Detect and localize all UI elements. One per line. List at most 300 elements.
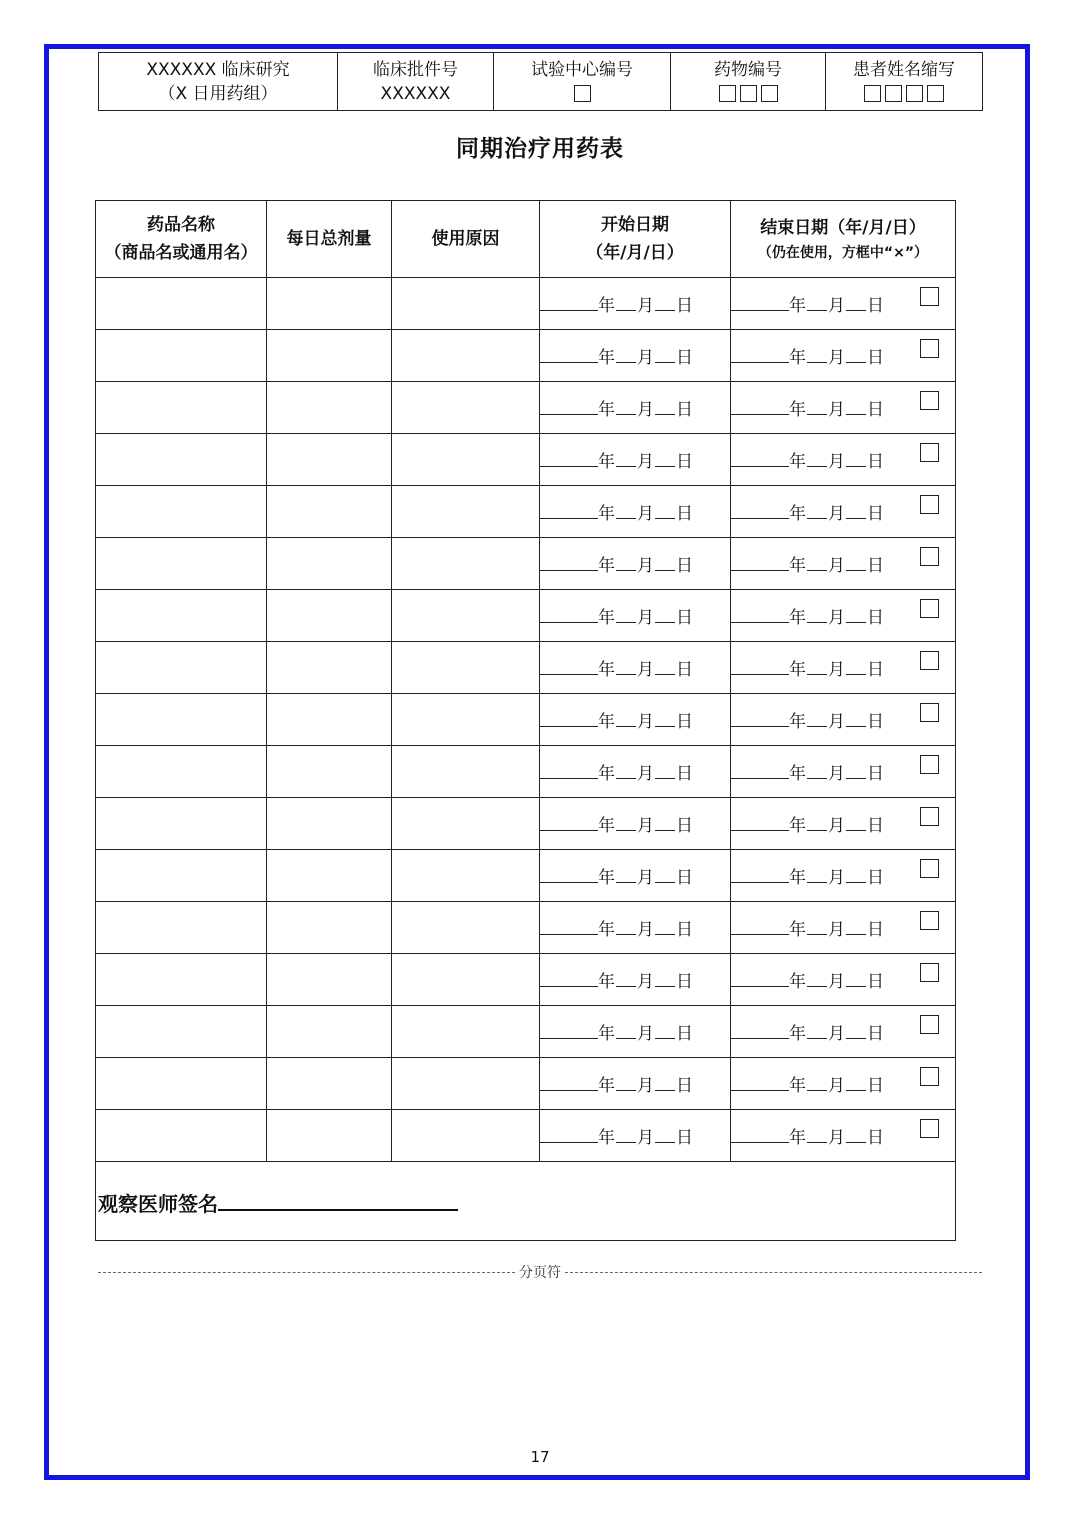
reason-cell[interactable] xyxy=(392,902,540,954)
end-day-blank[interactable] xyxy=(846,660,866,675)
reason-cell[interactable] xyxy=(392,1110,540,1162)
end-day-blank[interactable] xyxy=(846,868,866,883)
still-in-use-checkbox[interactable] xyxy=(920,339,939,358)
start-date-cell[interactable] xyxy=(540,1058,731,1110)
start-day-blank[interactable] xyxy=(655,1076,675,1091)
reason-cell[interactable] xyxy=(392,330,540,382)
drug-name-cell[interactable] xyxy=(96,590,267,642)
still-in-use-checkbox[interactable] xyxy=(920,911,939,930)
start-date-cell[interactable] xyxy=(540,486,731,538)
start-day-blank[interactable] xyxy=(655,608,675,623)
still-in-use-checkbox[interactable] xyxy=(920,859,939,878)
daily-dose-cell[interactable] xyxy=(267,694,392,746)
start-month-blank[interactable] xyxy=(616,348,636,363)
start-year-blank[interactable] xyxy=(540,972,598,987)
start-month-blank[interactable] xyxy=(616,452,636,467)
end-month-blank[interactable] xyxy=(807,920,827,935)
start-date-cell[interactable] xyxy=(540,902,731,954)
day-unit: 日 xyxy=(676,660,693,680)
year-unit: 年 xyxy=(598,608,615,628)
reason-cell[interactable] xyxy=(392,642,540,694)
still-in-use-checkbox[interactable] xyxy=(920,1067,939,1086)
start-year-blank[interactable] xyxy=(540,712,598,727)
start-month-blank[interactable] xyxy=(616,920,636,935)
day-unit: 日 xyxy=(676,1128,693,1148)
day-unit: 日 xyxy=(867,1024,884,1044)
start-year-blank[interactable] xyxy=(540,296,598,311)
start-year-blank[interactable] xyxy=(540,1024,598,1039)
drug-name-cell[interactable] xyxy=(96,278,267,330)
end-date-cell[interactable] xyxy=(731,538,956,590)
year-unit: 年 xyxy=(789,920,806,940)
month-unit: 月 xyxy=(828,1024,845,1044)
table-row xyxy=(96,902,956,954)
start-day-blank[interactable] xyxy=(655,764,675,779)
drug-name-cell[interactable] xyxy=(96,1058,267,1110)
end-month-blank[interactable] xyxy=(807,452,827,467)
table-row xyxy=(96,746,956,798)
still-in-use-checkbox[interactable] xyxy=(920,391,939,410)
patient-initials-label: 患者姓名缩写 xyxy=(853,59,955,80)
day-unit: 日 xyxy=(867,556,884,576)
day-unit: 日 xyxy=(676,712,693,732)
table-row xyxy=(96,1058,956,1110)
month-unit: 月 xyxy=(828,660,845,680)
drug-name-cell[interactable] xyxy=(96,954,267,1006)
end-month-blank[interactable] xyxy=(807,348,827,363)
start-day-blank[interactable] xyxy=(655,1128,675,1143)
end-date-cell[interactable] xyxy=(731,382,956,434)
start-date-cell[interactable] xyxy=(540,642,731,694)
reason-cell[interactable] xyxy=(392,954,540,1006)
start-year-blank[interactable] xyxy=(540,556,598,571)
end-day-blank[interactable] xyxy=(846,1076,866,1091)
start-month-blank[interactable] xyxy=(616,816,636,831)
year-unit: 年 xyxy=(598,1024,615,1044)
year-unit: 年 xyxy=(598,452,615,472)
daily-dose-cell[interactable] xyxy=(267,746,392,798)
drug-name-cell[interactable] xyxy=(96,434,267,486)
drug-name-cell[interactable] xyxy=(96,642,267,694)
start-day-blank[interactable] xyxy=(655,400,675,415)
end-year-blank[interactable] xyxy=(731,556,789,571)
signature-label: 观察医师签名 xyxy=(98,1192,218,1216)
year-unit: 年 xyxy=(598,296,615,316)
reason-cell[interactable] xyxy=(392,590,540,642)
daily-dose-cell[interactable] xyxy=(267,850,392,902)
start-month-blank[interactable] xyxy=(616,1128,636,1143)
still-in-use-checkbox[interactable] xyxy=(920,807,939,826)
year-unit: 年 xyxy=(789,1076,806,1096)
start-date-cell[interactable] xyxy=(540,746,731,798)
day-unit: 日 xyxy=(867,608,884,628)
month-unit: 月 xyxy=(828,348,845,368)
end-day-blank[interactable] xyxy=(846,712,866,727)
approval-cell xyxy=(338,53,494,111)
day-unit: 日 xyxy=(676,1076,693,1096)
daily-dose-cell[interactable] xyxy=(267,1110,392,1162)
end-year-blank[interactable] xyxy=(731,400,789,415)
start-month-blank[interactable] xyxy=(616,504,636,519)
patient-initials-boxes[interactable] xyxy=(826,82,982,106)
end-year-blank[interactable] xyxy=(731,816,789,831)
reason-cell[interactable] xyxy=(392,538,540,590)
reason-cell[interactable] xyxy=(392,746,540,798)
year-unit: 年 xyxy=(789,972,806,992)
start-day-blank[interactable] xyxy=(655,1024,675,1039)
end-month-blank[interactable] xyxy=(807,400,827,415)
day-unit: 日 xyxy=(867,348,884,368)
year-unit: 年 xyxy=(598,712,615,732)
start-date-cell[interactable] xyxy=(540,850,731,902)
start-day-blank[interactable] xyxy=(655,712,675,727)
daily-dose-cell[interactable] xyxy=(267,382,392,434)
start-day-blank[interactable] xyxy=(655,660,675,675)
start-date-cell[interactable] xyxy=(540,538,731,590)
day-unit: 日 xyxy=(676,868,693,888)
start-month-blank[interactable] xyxy=(616,764,636,779)
start-year-blank[interactable] xyxy=(540,764,598,779)
year-unit: 年 xyxy=(598,972,615,992)
start-date-cell[interactable] xyxy=(540,1110,731,1162)
end-date-cell[interactable] xyxy=(731,278,956,330)
drug-number-cell xyxy=(671,53,826,111)
reason-cell[interactable] xyxy=(392,434,540,486)
reason-cell[interactable] xyxy=(392,1006,540,1058)
still-in-use-checkbox[interactable] xyxy=(920,1119,939,1138)
start-date-cell[interactable] xyxy=(540,1006,731,1058)
year-unit: 年 xyxy=(789,816,806,836)
year-unit: 年 xyxy=(598,504,615,524)
end-month-blank[interactable] xyxy=(807,296,827,311)
start-month-blank[interactable] xyxy=(616,400,636,415)
month-unit: 月 xyxy=(637,348,654,368)
end-date-cell[interactable] xyxy=(731,1058,956,1110)
start-day-blank[interactable] xyxy=(655,868,675,883)
start-month-blank[interactable] xyxy=(616,660,636,675)
month-unit: 月 xyxy=(828,920,845,940)
day-unit: 日 xyxy=(867,712,884,732)
still-in-use-checkbox[interactable] xyxy=(920,599,939,618)
end-month-blank[interactable] xyxy=(807,868,827,883)
end-year-blank[interactable] xyxy=(731,296,789,311)
still-in-use-checkbox[interactable] xyxy=(920,443,939,462)
end-year-blank[interactable] xyxy=(731,764,789,779)
start-month-blank[interactable] xyxy=(616,868,636,883)
end-date-cell[interactable] xyxy=(731,434,956,486)
end-date-cell[interactable] xyxy=(731,642,956,694)
end-month-blank[interactable] xyxy=(807,712,827,727)
drug-name-cell[interactable] xyxy=(96,486,267,538)
month-unit: 月 xyxy=(637,1024,654,1044)
end-year-blank[interactable] xyxy=(731,868,789,883)
day-unit: 日 xyxy=(867,660,884,680)
start-year-blank[interactable] xyxy=(540,660,598,675)
end-year-blank[interactable] xyxy=(731,1024,789,1039)
year-unit: 年 xyxy=(789,1024,806,1044)
daily-dose-cell[interactable] xyxy=(267,538,392,590)
year-unit: 年 xyxy=(598,348,615,368)
start-year-blank[interactable] xyxy=(540,920,598,935)
month-unit: 月 xyxy=(828,712,845,732)
end-month-blank[interactable] xyxy=(807,764,827,779)
start-year-blank[interactable] xyxy=(540,452,598,467)
start-date-cell[interactable] xyxy=(540,954,731,1006)
end-day-blank[interactable] xyxy=(846,296,866,311)
month-unit: 月 xyxy=(637,296,654,316)
end-month-blank[interactable] xyxy=(807,816,827,831)
end-month-blank[interactable] xyxy=(807,1024,827,1039)
end-day-blank[interactable] xyxy=(846,1128,866,1143)
start-day-blank[interactable] xyxy=(655,452,675,467)
daily-dose-cell[interactable] xyxy=(267,278,392,330)
drug-name-cell[interactable] xyxy=(96,1006,267,1058)
year-unit: 年 xyxy=(598,400,615,420)
digit-box[interactable] xyxy=(927,85,944,102)
end-month-blank[interactable] xyxy=(807,1128,827,1143)
start-month-blank[interactable] xyxy=(616,1024,636,1039)
month-unit: 月 xyxy=(637,972,654,992)
end-year-blank[interactable] xyxy=(731,972,789,987)
day-unit: 日 xyxy=(676,764,693,784)
start-year-blank[interactable] xyxy=(540,504,598,519)
end-date-cell[interactable] xyxy=(731,954,956,1006)
digit-box[interactable] xyxy=(740,85,757,102)
reason-cell[interactable] xyxy=(392,278,540,330)
end-year-blank[interactable] xyxy=(731,660,789,675)
start-day-blank[interactable] xyxy=(655,972,675,987)
drug-name-cell[interactable] xyxy=(96,850,267,902)
reason-cell[interactable] xyxy=(392,694,540,746)
end-date-cell[interactable] xyxy=(731,330,956,382)
drug-name-cell[interactable] xyxy=(96,902,267,954)
digit-box[interactable] xyxy=(761,85,778,102)
end-day-blank[interactable] xyxy=(846,920,866,935)
digit-box[interactable] xyxy=(906,85,923,102)
daily-dose-cell[interactable] xyxy=(267,1006,392,1058)
end-year-blank[interactable] xyxy=(731,1076,789,1091)
still-in-use-checkbox[interactable] xyxy=(920,547,939,566)
col-reason: 使用原因 xyxy=(392,201,540,278)
end-date-cell[interactable] xyxy=(731,590,956,642)
day-unit: 日 xyxy=(676,504,693,524)
start-day-blank[interactable] xyxy=(655,504,675,519)
reason-cell[interactable] xyxy=(392,1058,540,1110)
daily-dose-cell[interactable] xyxy=(267,330,392,382)
table-row xyxy=(96,486,956,538)
end-date-cell[interactable] xyxy=(731,1110,956,1162)
digit-box[interactable] xyxy=(885,85,902,102)
start-date-cell[interactable] xyxy=(540,590,731,642)
reason-cell[interactable] xyxy=(392,850,540,902)
month-unit: 月 xyxy=(637,816,654,836)
day-unit: 日 xyxy=(676,608,693,628)
table-row xyxy=(96,694,956,746)
start-month-blank[interactable] xyxy=(616,556,636,571)
daily-dose-cell[interactable] xyxy=(267,798,392,850)
start-date-cell[interactable] xyxy=(540,798,731,850)
month-unit: 月 xyxy=(637,660,654,680)
start-day-blank[interactable] xyxy=(655,816,675,831)
day-unit: 日 xyxy=(867,296,884,316)
end-month-blank[interactable] xyxy=(807,660,827,675)
col-end-date: 结束日期（年/月/日） （仍在使用，方框中“×”） xyxy=(731,201,956,278)
start-year-blank[interactable] xyxy=(540,608,598,623)
page-number: 17 xyxy=(530,1448,550,1466)
month-unit: 月 xyxy=(828,452,845,472)
table-row xyxy=(96,590,956,642)
end-date-cell[interactable] xyxy=(731,1006,956,1058)
day-unit: 日 xyxy=(676,348,693,368)
month-unit: 月 xyxy=(828,1076,845,1096)
month-unit: 月 xyxy=(637,400,654,420)
start-date-cell[interactable] xyxy=(540,382,731,434)
start-year-blank[interactable] xyxy=(540,1128,598,1143)
end-year-blank[interactable] xyxy=(731,712,789,727)
end-date-cell[interactable] xyxy=(731,694,956,746)
table-row xyxy=(96,850,956,902)
end-date-cell[interactable] xyxy=(731,902,956,954)
drug-name-cell[interactable] xyxy=(96,538,267,590)
month-unit: 月 xyxy=(637,504,654,524)
end-day-blank[interactable] xyxy=(846,764,866,779)
day-unit: 日 xyxy=(867,400,884,420)
start-year-blank[interactable] xyxy=(540,400,598,415)
daily-dose-cell[interactable] xyxy=(267,1058,392,1110)
daily-dose-cell[interactable] xyxy=(267,642,392,694)
month-unit: 月 xyxy=(828,400,845,420)
end-day-blank[interactable] xyxy=(846,400,866,415)
drug-name-cell[interactable] xyxy=(96,694,267,746)
end-day-blank[interactable] xyxy=(846,972,866,987)
col-daily-dose: 每日总剂量 xyxy=(267,201,392,278)
start-month-blank[interactable] xyxy=(616,712,636,727)
digit-box[interactable] xyxy=(864,85,881,102)
digit-box[interactable] xyxy=(574,85,591,102)
end-month-blank[interactable] xyxy=(807,1076,827,1091)
end-date-cell[interactable] xyxy=(731,486,956,538)
end-month-blank[interactable] xyxy=(807,608,827,623)
start-day-blank[interactable] xyxy=(655,556,675,571)
start-month-blank[interactable] xyxy=(616,608,636,623)
month-unit: 月 xyxy=(637,712,654,732)
month-unit: 月 xyxy=(637,868,654,888)
drug-name-cell[interactable] xyxy=(96,1110,267,1162)
end-day-blank[interactable] xyxy=(846,556,866,571)
month-unit: 月 xyxy=(828,296,845,316)
drug-name-cell[interactable] xyxy=(96,330,267,382)
month-unit: 月 xyxy=(828,1128,845,1148)
end-date-cell[interactable] xyxy=(731,798,956,850)
drug-name-cell[interactable] xyxy=(96,746,267,798)
month-unit: 月 xyxy=(637,764,654,784)
start-month-blank[interactable] xyxy=(616,1076,636,1091)
signature-field[interactable] xyxy=(96,1162,955,1217)
year-unit: 年 xyxy=(789,1128,806,1148)
still-in-use-checkbox[interactable] xyxy=(920,703,939,722)
start-month-blank[interactable] xyxy=(616,972,636,987)
end-year-blank[interactable] xyxy=(731,452,789,467)
start-date-cell[interactable] xyxy=(540,330,731,382)
year-unit: 年 xyxy=(789,712,806,732)
end-day-blank[interactable] xyxy=(846,348,866,363)
end-day-blank[interactable] xyxy=(846,452,866,467)
still-in-use-checkbox[interactable] xyxy=(920,755,939,774)
year-unit: 年 xyxy=(598,920,615,940)
month-unit: 月 xyxy=(828,764,845,784)
signature-line[interactable] xyxy=(218,1189,458,1211)
daily-dose-cell[interactable] xyxy=(267,434,392,486)
end-year-blank[interactable] xyxy=(731,608,789,623)
end-day-blank[interactable] xyxy=(846,608,866,623)
month-unit: 月 xyxy=(828,972,845,992)
end-year-blank[interactable] xyxy=(731,504,789,519)
month-unit: 月 xyxy=(637,608,654,628)
table-row xyxy=(96,434,956,486)
end-year-blank[interactable] xyxy=(731,920,789,935)
end-day-blank[interactable] xyxy=(846,816,866,831)
end-day-blank[interactable] xyxy=(846,1024,866,1039)
center-boxes[interactable] xyxy=(494,82,670,106)
reason-cell[interactable] xyxy=(392,486,540,538)
still-in-use-checkbox[interactable] xyxy=(920,651,939,670)
year-unit: 年 xyxy=(598,868,615,888)
day-unit: 日 xyxy=(676,816,693,836)
start-year-blank[interactable] xyxy=(540,348,598,363)
daily-dose-cell[interactable] xyxy=(267,590,392,642)
daily-dose-cell[interactable] xyxy=(267,902,392,954)
medication-table xyxy=(95,200,956,1241)
end-month-blank[interactable] xyxy=(807,504,827,519)
reason-cell[interactable] xyxy=(392,382,540,434)
still-in-use-checkbox[interactable] xyxy=(920,495,939,514)
digit-box[interactable] xyxy=(719,85,736,102)
start-date-cell[interactable] xyxy=(540,694,731,746)
start-year-blank[interactable] xyxy=(540,868,598,883)
still-in-use-checkbox[interactable] xyxy=(920,1015,939,1034)
start-day-blank[interactable] xyxy=(655,296,675,311)
drug-name-cell[interactable] xyxy=(96,382,267,434)
approval-label: 临床批件号 xyxy=(373,59,458,80)
still-in-use-checkbox[interactable] xyxy=(920,963,939,982)
end-year-blank[interactable] xyxy=(731,348,789,363)
reason-cell[interactable] xyxy=(392,798,540,850)
drug-name-cell[interactable] xyxy=(96,798,267,850)
table-row xyxy=(96,330,956,382)
start-day-blank[interactable] xyxy=(655,920,675,935)
start-day-blank[interactable] xyxy=(655,348,675,363)
end-date-cell[interactable] xyxy=(731,850,956,902)
still-in-use-checkbox[interactable] xyxy=(920,287,939,306)
day-unit: 日 xyxy=(676,556,693,576)
start-date-cell[interactable] xyxy=(540,278,731,330)
end-month-blank[interactable] xyxy=(807,556,827,571)
drug-number-boxes[interactable] xyxy=(671,82,825,106)
day-unit: 日 xyxy=(676,920,693,940)
daily-dose-cell[interactable] xyxy=(267,486,392,538)
table-row xyxy=(96,382,956,434)
end-date-cell[interactable] xyxy=(731,746,956,798)
start-date-cell[interactable] xyxy=(540,434,731,486)
start-year-blank[interactable] xyxy=(540,1076,598,1091)
daily-dose-cell[interactable] xyxy=(267,954,392,1006)
end-month-blank[interactable] xyxy=(807,972,827,987)
end-day-blank[interactable] xyxy=(846,504,866,519)
start-year-blank[interactable] xyxy=(540,816,598,831)
start-month-blank[interactable] xyxy=(616,296,636,311)
month-unit: 月 xyxy=(828,868,845,888)
end-year-blank[interactable] xyxy=(731,1128,789,1143)
